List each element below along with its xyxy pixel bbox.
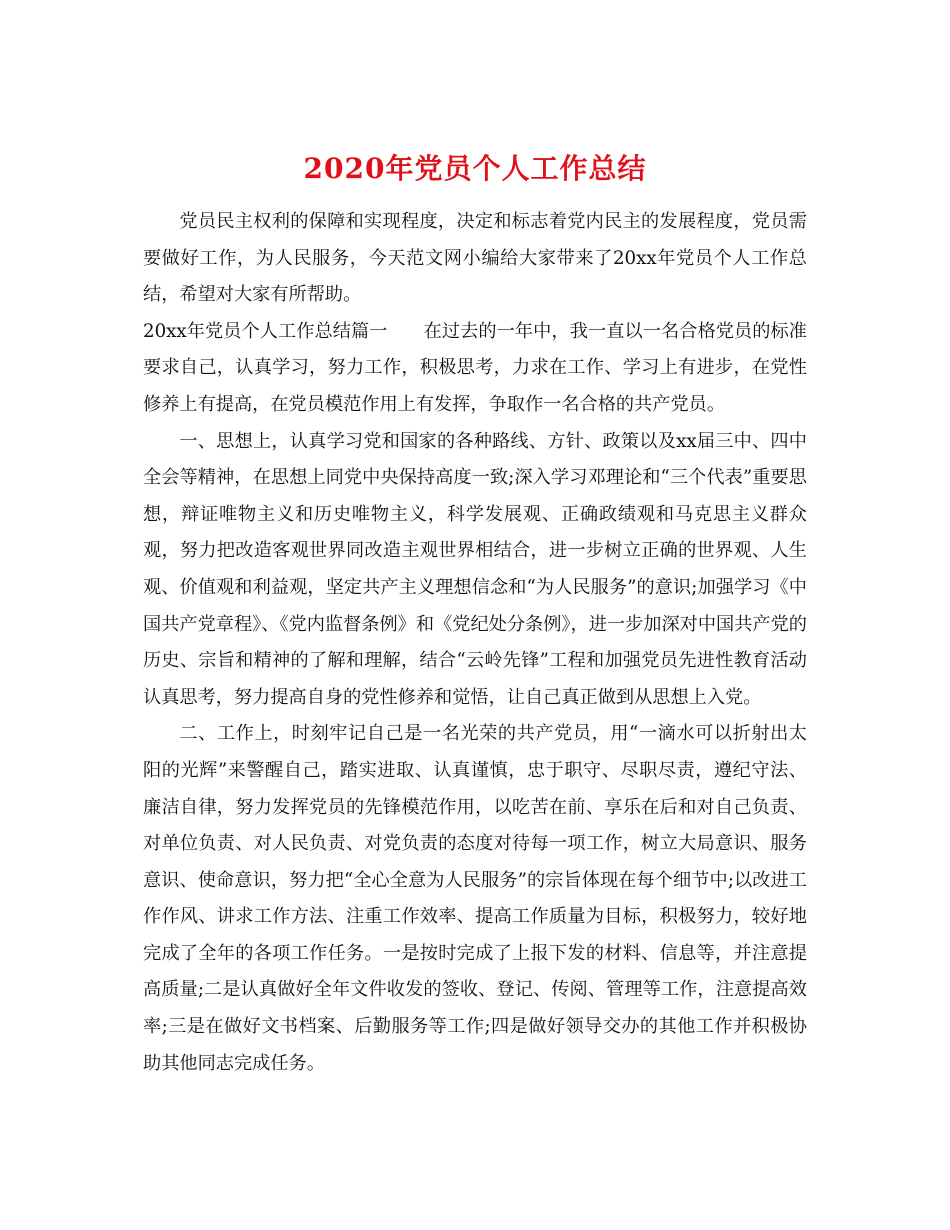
section-heading: 20xx年党员个人工作总结篇一	[143, 320, 388, 342]
document-title: 2020年党员个人工作总结	[303, 151, 647, 185]
document-body	[143, 204, 807, 1082]
thought-paragraph: 一、思想上，认真学习党和国家的各种路线、方针、政策以及xx届三中、四中全会等精神，在思想上同党中央保持高度一致;深入学习邓理论和“三个代表”重要思想，辩证唯物主义和历史唯物主义，科学发展观、正确政绩观和马克思主义群众观，努力把改造客观世界同改造主观世界相结合，进一步树立正确的世界观、人生观、价值观和利益观，坚定共产主义理想信念和“为人民服务”的意识;加强学习《中国共产党章程》、《党内监督条例》和《党纪处分条例》，进一步加深对中国共产党的历史、宗旨和精神的了解和理解，结合“云岭先锋”工程和加强党员先进性教育活动认真思考，努力提高自身的党性修养和觉悟，让自己真正做到从思想上入党。	[143, 430, 807, 708]
section-opening: 在过去的一年中，我一直以一名合格党员的标准要求自己，认真学习，努力工作，积极思考，力求在工作、学习上有进步，在党性修养上有提高，在党员模范作用上有发挥，争取作一名合格的共产党员。	[143, 320, 807, 415]
work-paragraph: 二、工作上，时刻牢记自己是一名光荣的共产党员，用“一滴水可以折射出太阳的光辉”来警醒自己，踏实进取、认真谨慎，忠于职守、尽职尽责，遵纪守法、廉洁自律，努力发挥党员的先锋模范作用，以吃苦在前、享乐在后和对自己负责、对单位负责、对人民负责、对党负责的态度对待每一项工作，树立大局意识、服务意识、使命意识，努力把“全心全意为人民服务”的宗旨体现在每个细节中;以改进工作作风、讲求工作方法、注重工作效率、提高工作质量为目标，积极努力，较好地完成了全年的各项工作任务。一是按时完成了上报下发的材料、信息等，并注意提高质量;二是认真做好全年文件收发的签收、登记、传阅、管理等工作，注意提高效率;三是在做好文书档案、后勤服务等工作;四是做好领导交办的其他工作并积极协助其他同志完成任务。	[143, 723, 807, 1074]
section-paragraph	[143, 314, 807, 424]
intro-paragraph: 党员民主权利的保障和实现程度，决定和标志着党内民主的发展程度，党员需要做好工作，为人民服务，今天范文网小编给大家带来了20xx年党员个人工作总结，希望对大家有所帮助。	[143, 211, 807, 306]
